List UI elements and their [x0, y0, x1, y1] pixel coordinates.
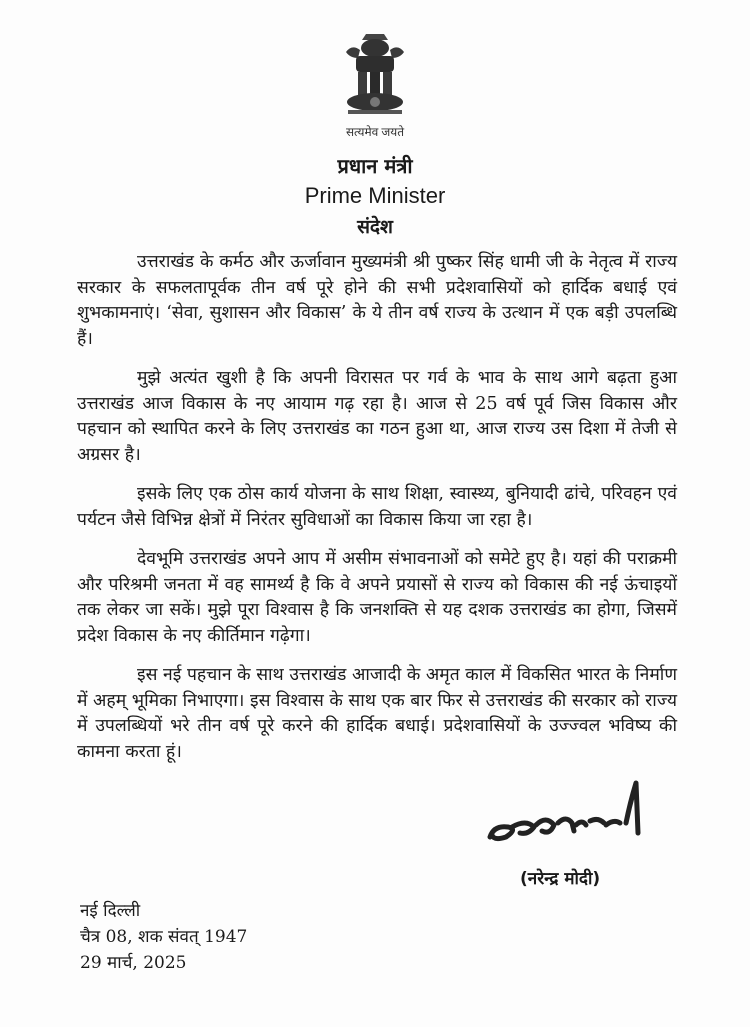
gregorian-date: 29 मार्च, 2025 — [80, 953, 187, 973]
message-heading: संदेश — [357, 216, 393, 238]
national-emblem-icon — [338, 30, 412, 120]
paragraph: इसके लिए एक ठोस कार्य योजना के साथ शिक्षा, स्वास्थ्य, बुनियादी ढांचे, परिवहन एवं पर्यटन जैसे विभिन्न क्षेत्रों में निरंतर सुविधाओं का विकास किया जा रहा है। — [77, 484, 677, 530]
title-hindi: प्रधान मंत्री — [337, 154, 413, 178]
title-english: Prime Minister — [304, 183, 446, 208]
motto: सत्यमेव जयते — [345, 125, 405, 139]
message-body — [77, 250, 677, 779]
handwritten-signature-icon — [480, 775, 660, 855]
place-and-date — [80, 898, 247, 976]
paragraph: उत्तराखंड के कर्मठ और ऊर्जावान मुख्यमंत्री श्री पुष्कर सिंह धामी जी के नेतृत्व में राज्य सरकार के सफलतापूर्वक तीन वर्ष पूरे होने की सभी प्रदेशवासियों को हार्दिक बधाई एवं शुभकामनाएं। ‘सेवा, सुशासन और विकास’ के ये तीन वर्ष राज्य के उत्थान में एक बड़ी उपलब्धि हैं। — [77, 252, 677, 349]
paragraph: देवभूमि उत्तराखंड अपने आप में असीम संभावनाओं को समेटे हुए है। यहां की पराक्रमी और परिश्रमी जनता में वह सामर्थ्य है कि वे अपने प्रयासों से राज्य को विकास की नई ऊंचाइयों तक लेकर जा सकें। मुझे पूरा विश्वास है कि जनशक्ति से यह दशक उत्तराखंड का होगा, जिसमें प्रदेश विकास के नए कीर्तिमान गढ़ेगा। — [77, 549, 677, 646]
paragraph: इस नई पहचान के साथ उत्तराखंड आजादी के अमृत काल में विकसित भारत के निर्माण में अहम् भूमिका निभाएगा। इस विश्वास के साथ एक बार फिर से उत्तराखंड की सरकार को राज्य में उपलब्धियों भरे तीन वर्ष पूरे करने की हार्दिक बधाई। प्रदेशवासियों के उज्ज्वल भविष्य की कामना करता हूं। — [77, 665, 677, 762]
place: नई दिल्ली — [80, 901, 141, 921]
saka-date: चैत्र 08, शक संवत् 1947 — [80, 927, 248, 947]
paragraph: मुझे अत्यंत खुशी है कि अपनी विरासत पर गर्व के भाव के साथ आगे बढ़ता हुआ उत्तराखंड आज विकास के नए आयाम गढ़ रहा है। आज से 25 वर्ष पूर्व जिस विकास और पहचान को स्थापित करने के लिए उत्तराखंड का गठन हुआ था, आज राज्य उस दिशा में तेजी से अग्रसर है। — [77, 368, 677, 465]
signatory-name: (नरेन्द्र मोदी) — [520, 869, 601, 889]
